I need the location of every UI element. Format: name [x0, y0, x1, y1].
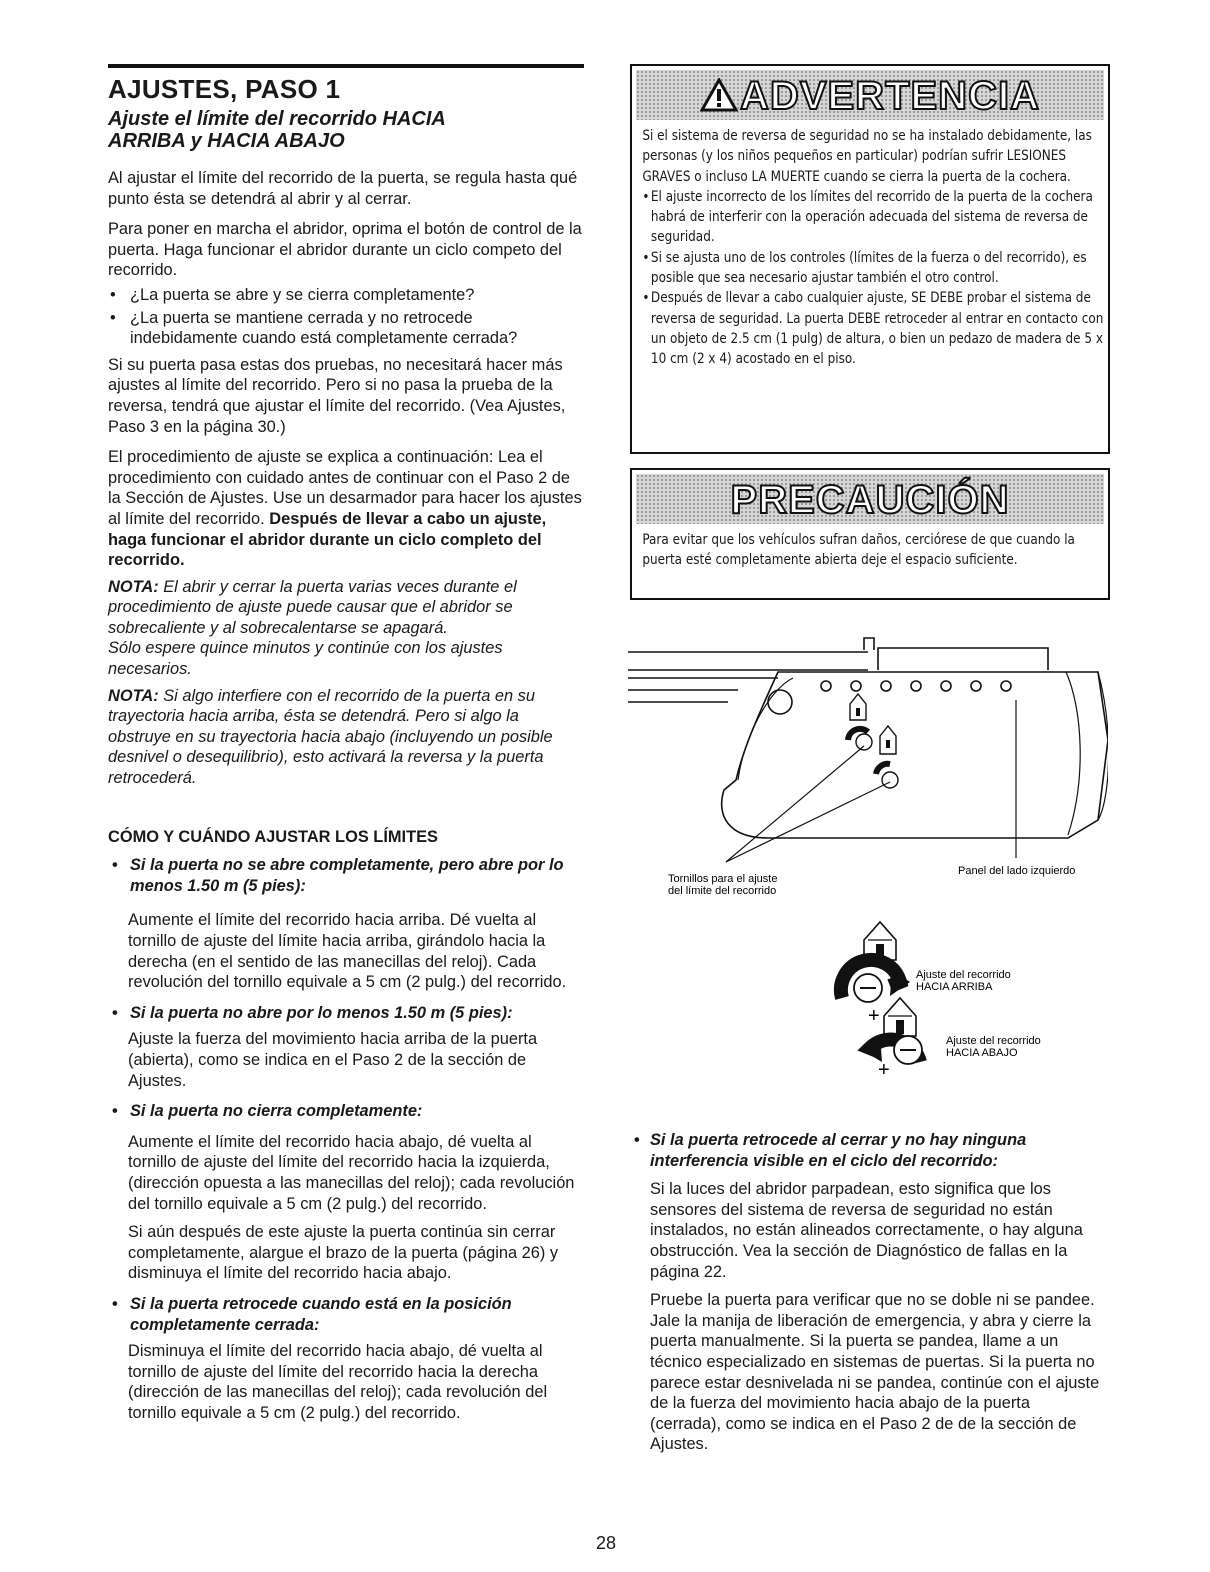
page-number: 28 [595, 1533, 617, 1553]
case-heading: • Si la puerta no se abre completamente, pero abre por lo menos 1.50 m (5 pies): [108, 855, 584, 896]
caution-text: Para evitar que los vehículos sufran daños, cerciórese de que cuando la puerta esté completamente abierta deje el espacio suficiente. [642, 532, 1075, 569]
list-item: • ¿La puerta se mantiene cerrada y no retrocede indebidamente cuando está completamente cerrada? [108, 308, 584, 349]
warning-title-wrap [636, 75, 1104, 117]
case-heading: • Si la puerta no abre por lo menos 1.50 m (5 pies): [108, 1003, 584, 1024]
up-label-line-1: Ajuste del recorrido [916, 969, 1011, 981]
subtitle-line-2: ARRIBA y HACIA ABAJO [108, 130, 345, 152]
opener-diagram [628, 630, 1108, 1080]
list-item: • ¿La puerta se abre y se cierra completamente? [108, 285, 584, 306]
right-lower-column [630, 1130, 1105, 1455]
rail-assembly [628, 638, 1048, 702]
case-body: Aumente el límite del recorrido hacia abajo, dé vuelta al tornillo de ajuste del límite del recorrido hacia la izquierda, (dirección opuesta a las manecillas del reloj); cada revolución del tornillo equivale a 5 cm (2 pulg.) del recorrido. [128, 1132, 575, 1213]
panel-label: Panel del lado izquierdo [958, 865, 1076, 877]
warning-list [642, 187, 1106, 370]
down-plus: + [878, 1059, 890, 1080]
warning-text [632, 124, 1115, 370]
start-paragraph: Para poner en marcha el abridor, oprima el botón de control de la puerta. Haga funcionar el abridor durante un ciclo competo del recorrido. [108, 220, 582, 280]
page-title: AJUSTES, PASO 1 [108, 74, 341, 104]
subtitle [108, 108, 584, 152]
note-interference [108, 686, 584, 789]
caution-title: PRECAUCIÓN [730, 478, 1010, 522]
case-heading: • Si la puerta retrocede cuando está en la posición completamente cerrada: [108, 1294, 584, 1335]
down-label-line-2: HACIA ABAJO [946, 1047, 1018, 1059]
case-heading: • Si la puerta retrocede al cerrar y no hay ninguna interferencia visible en el ciclo del recorrido: [630, 1130, 1105, 1171]
screws-label-line-2: del límite del recorrido [668, 885, 777, 897]
warning-title: ADVERTENCIA [740, 74, 1040, 118]
note-label: NOTA: [108, 686, 159, 705]
up-label-line-2: HACIA ARRIBA [916, 981, 993, 993]
up-plus: + [868, 1005, 880, 1027]
procedure-text: El procedimiento de ajuste se explica a continuación: Lea el procedimiento con cuidado antes de continuar con el Paso 2 de la Sección de Ajustes. Use un desarmador para hacer los ajustes al límite del recorrido. [108, 448, 582, 528]
tests-paragraph: Si su puerta pasa estas dos pruebas, no necesitará hacer más ajustes al límite del recorrido. Pero si no pasa la prueba de la reversa, tendrá que ajustar el límite del recorrido. (Vea Ajustes, Paso 3 en la página 30.) [108, 355, 566, 436]
caution-banner [636, 474, 1104, 524]
case-body: Si la luces del abridor parpadean, esto significa que los sensores del sistema de reversa de seguridad no están instalados, no están alineados correctamente, o hay alguna obstrucción. Vea la sección de Diagnóstico de fallas en la página 22. [650, 1180, 1083, 1281]
procedure-bold-text: Después de llevar a cabo un ajuste, haga funcionar el abridor durante un ciclo completo del recorrido. [108, 509, 547, 570]
test-questions [108, 285, 584, 349]
note-text-2: Sólo espere quince minutos y continúe con los ajustes necesarios. [108, 639, 503, 679]
opener-body [722, 672, 1108, 838]
subtitle-line-1: Ajuste el límite del recorrido HACIA [108, 108, 446, 130]
case-body: Aumente el límite del recorrido hacia arriba. Dé vuelta al tornillo de ajuste del límite hacia arriba, girándolo hacia la derecha (en el sentido de las manecillas del reloj). Cada revolución del tornillo equivale a 5 cm (2 pulg.) del recorrido. [128, 911, 567, 992]
procedure-paragraph [108, 447, 584, 571]
intro-paragraph: Al ajustar el límite del recorrido de la puerta, se regula hasta qué punto ésta se detendrá al abrir y al cerrar. [108, 169, 578, 208]
case-body: Ajuste la fuerza del movimiento hacia arriba de la puerta (abierta), como se indica en el Paso 2 de la sección de Ajustes. [128, 1030, 538, 1090]
note-label: NOTA: [108, 577, 159, 596]
limit-screw-icons [848, 694, 898, 788]
case-body: Si aún después de este ajuste la puerta continúa sin cerrar completamente, alargue el brazo de la puerta (página 26) y disminuya el límite del recorrido hacia abajo. [128, 1223, 559, 1283]
screws-label-line-1: Tornillos para el ajuste [668, 873, 778, 885]
case-body: Pruebe la puerta para verificar que no se doble ni se pandee. Jale la manija de liberación de emergencia, y abra y cierre la puerta manualmente. Si la puerta se pandea, llame a un técnico especializado en sistemas de puertas. Si la puerta no parece estar desnivelada ni se pandea, continúe con el ajuste de la fuerza del movimiento hacia abajo de la puerta (cerrada), como se indica en el Paso 2 de de la sección de Ajustes. [650, 1291, 1100, 1454]
case-heading: • Si la puerta no cierra completamente: [108, 1101, 584, 1122]
note-text: Si algo interfiere con el recorrido de la puerta en su trayectoria hacia arriba, ésta se detendrá. Pero si algo la obstruye en su trayectoria hacia abajo (incluyendo un posible desnivel o desequilibrio), esto activará la reversa y la puerta retrocederá. [108, 686, 553, 788]
left-column [108, 64, 584, 1423]
caution-box [630, 468, 1110, 600]
warning-box [630, 64, 1110, 454]
list-item: • Después de llevar a cabo cualquier ajuste, SE DEBE probar el sistema de reversa de seguridad. La puerta DEBE retroceder al entrar en contacto con un objeto de 2.5 cm (1 pulg) de altura, o bien un pedazo de madera de 5 x 10 cm (2 x 4) acostado en el piso. [642, 288, 1106, 369]
case-body: Disminuya el límite del recorrido hacia abajo, dé vuelta al tornillo de ajuste del límite del recorrido hacia la derecha (dirección de las manecillas del reloj); cada revolución del tornillo equivale a 5 cm (2 pulg.) del recorrido. [128, 1342, 548, 1422]
note-overheat [108, 577, 584, 680]
warning-triangle-icon [700, 78, 738, 112]
warning-banner [636, 70, 1104, 120]
section-heading: CÓMO Y CUÁNDO AJUSTAR LOS LÍMITES [108, 827, 438, 846]
list-item: • El ajuste incorrecto de los límites del recorrido de la puerta de la cochera habrá de interferir con la operación adecuada del sistema de reversa de seguridad. [642, 187, 1106, 248]
note-text: El abrir y cerrar la puerta varias veces durante el procedimiento de ajuste puede causar que el abridor se sobrecaliente y al sobrecalentarse se apagará. [108, 577, 517, 637]
warning-intro: Si el sistema de reversa de seguridad no se ha instalado debidamente, las personas (y los niños pequeños en particular) podrían sufrir LESIONES GRAVES o incluso LA MUERTE cuando se cierra la puerta de la cochera. [642, 128, 1092, 185]
list-item: • Si se ajusta uno de los controles (límites de la fuerza o del recorrido), es posible que sea necesario ajustar también el otro control. [642, 248, 1106, 289]
title-rule [108, 64, 584, 68]
down-label-line-1: Ajuste del recorrido [946, 1035, 1041, 1047]
